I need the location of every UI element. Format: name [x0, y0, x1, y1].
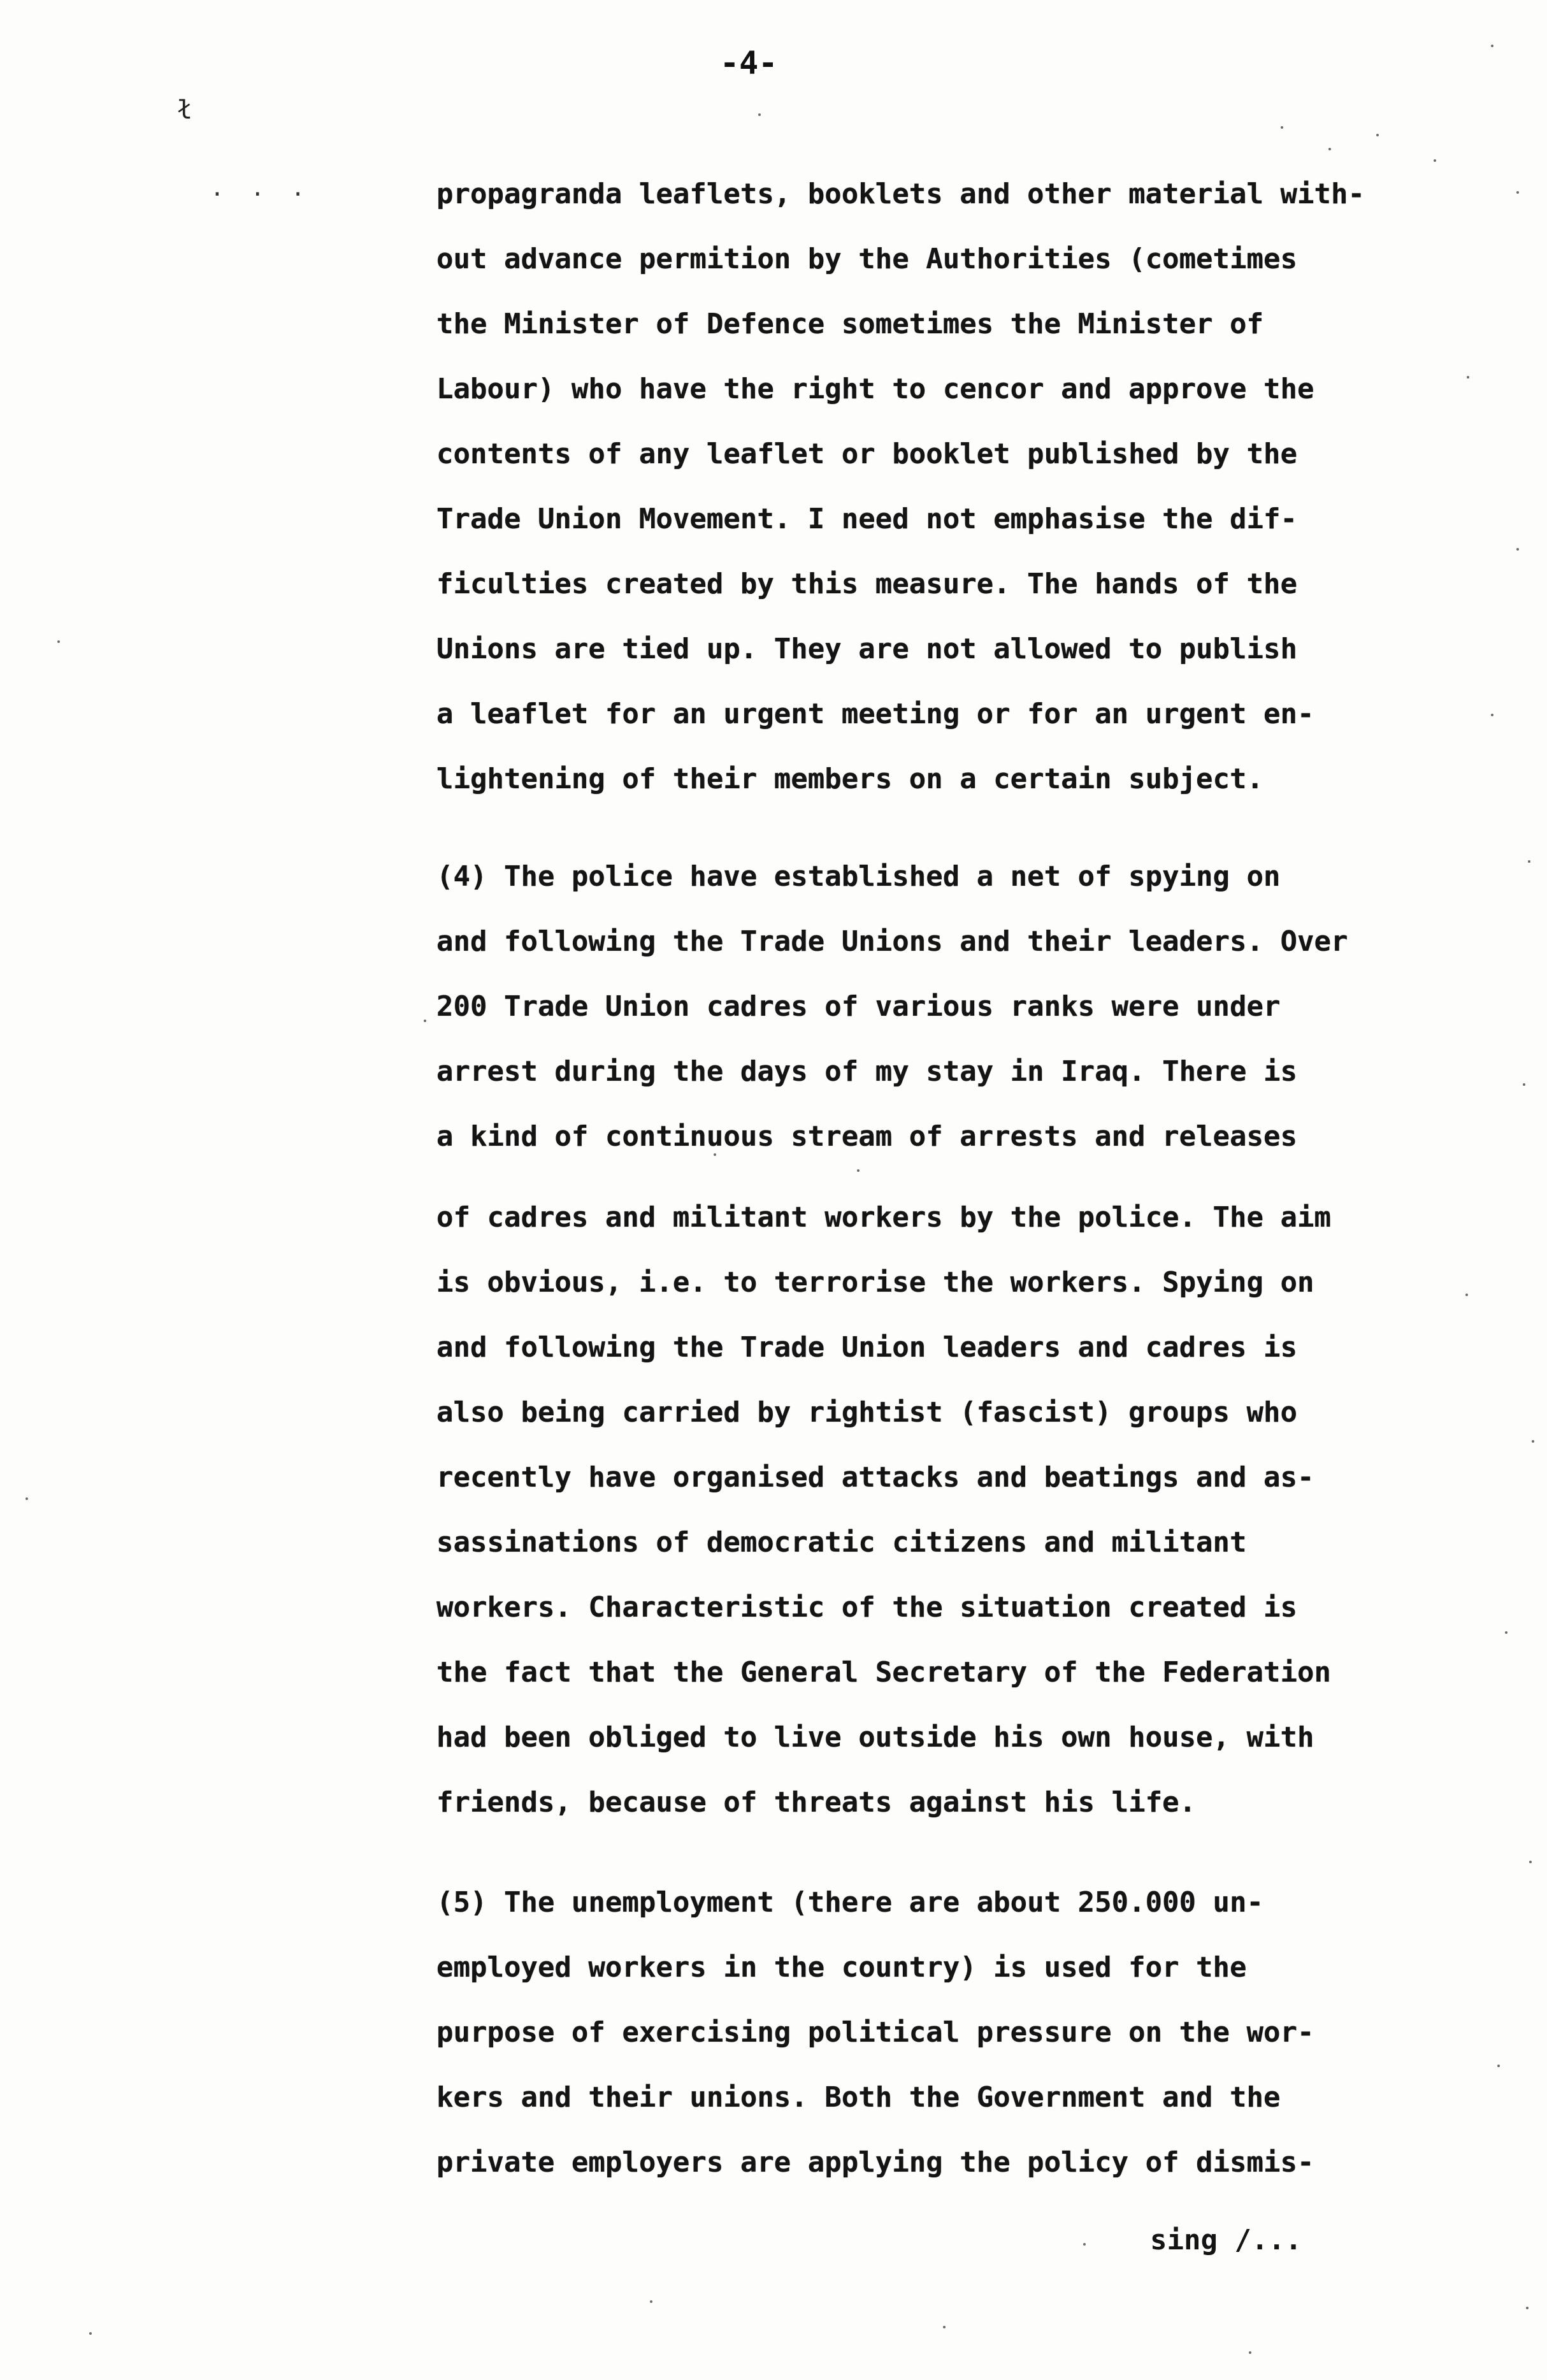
scan-speck — [1532, 1440, 1534, 1443]
scan-speck — [943, 2326, 946, 2328]
scan-speck — [1467, 376, 1469, 379]
scan-speck — [1523, 1083, 1525, 1086]
scan-speck — [1491, 45, 1493, 47]
scan-speck — [1281, 126, 1283, 129]
catchword: sing /... — [1150, 2224, 1302, 2256]
scan-speck — [1491, 714, 1493, 716]
paragraph-4-end: of cadres and militant workers by the police. The aim is obvious, i.e. to terrorise the workers. Spying on and following the Trade Union leaders and cadres is also being carried by rightist (fascist) groups who recently have organised attacks and beatings and as- sassinations of democratic citizens and militant workers. Characteristic of the situation created is the fact that the General Secretary of the Federation had been obliged to live outside his own house, with friends, because of threats against his life. — [436, 1201, 1331, 1819]
margin-dots: . . . — [210, 175, 312, 201]
scan-speck — [1526, 2307, 1529, 2309]
scan-speck — [25, 1497, 28, 1500]
page-number: -4- — [720, 45, 778, 82]
scan-speck — [1505, 1631, 1507, 1634]
scan-speck — [1376, 134, 1379, 136]
scan-speck — [857, 1169, 860, 1172]
scan-speck — [1249, 2351, 1251, 2354]
scan-speck — [758, 113, 761, 116]
scan-speck — [714, 1153, 716, 1156]
paragraph-4-start: (4) The police have established a net of spying on and following the Trade Unions and their leaders. Over 200 Trade Union cadres of various ranks were under arrest during the days of my stay in Iraq. There is a kind of continuous stream of arrests and releases — [436, 860, 1348, 1153]
scan-speck — [1497, 2065, 1500, 2067]
scan-speck — [1516, 548, 1519, 551]
scan-speck — [424, 1020, 426, 1022]
scan-speck — [1529, 1861, 1532, 1863]
margin-mark: ł — [177, 96, 193, 125]
scan-speck — [1328, 148, 1331, 150]
scan-speck — [1465, 1294, 1468, 1296]
scan-speck — [89, 2332, 92, 2335]
paragraph-5: (5) The unemployment (there are about 250.000 un- employed workers in the country) is used for the purpose of exercising political pressure on the wor- kers and their unions. Both the Government and the private employers are applying the policy of dismis- — [436, 1886, 1314, 2179]
scan-speck — [1516, 191, 1519, 194]
scan-speck — [1083, 2243, 1086, 2246]
scan-speck — [1434, 159, 1436, 162]
scan-speck — [650, 2300, 652, 2303]
scan-speck — [57, 640, 60, 643]
paragraph-continuation: propagranda leaflets, booklets and other material with- out advance permition by the Authorities (cometimes the Minister of Defence sometimes the Minister of Labour) who have the right to cencor and approve the contents of any leaflet or booklet published by the Trade Union Movement. I need not emphasise the dif- ficulties created by this measure. The hands of the Unions are tied up. They are not allowed to publish a leaflet for an urgent meeting or for an urgent en- lightening of their members on a certain subject. — [436, 178, 1365, 795]
scan-speck — [1528, 860, 1530, 863]
